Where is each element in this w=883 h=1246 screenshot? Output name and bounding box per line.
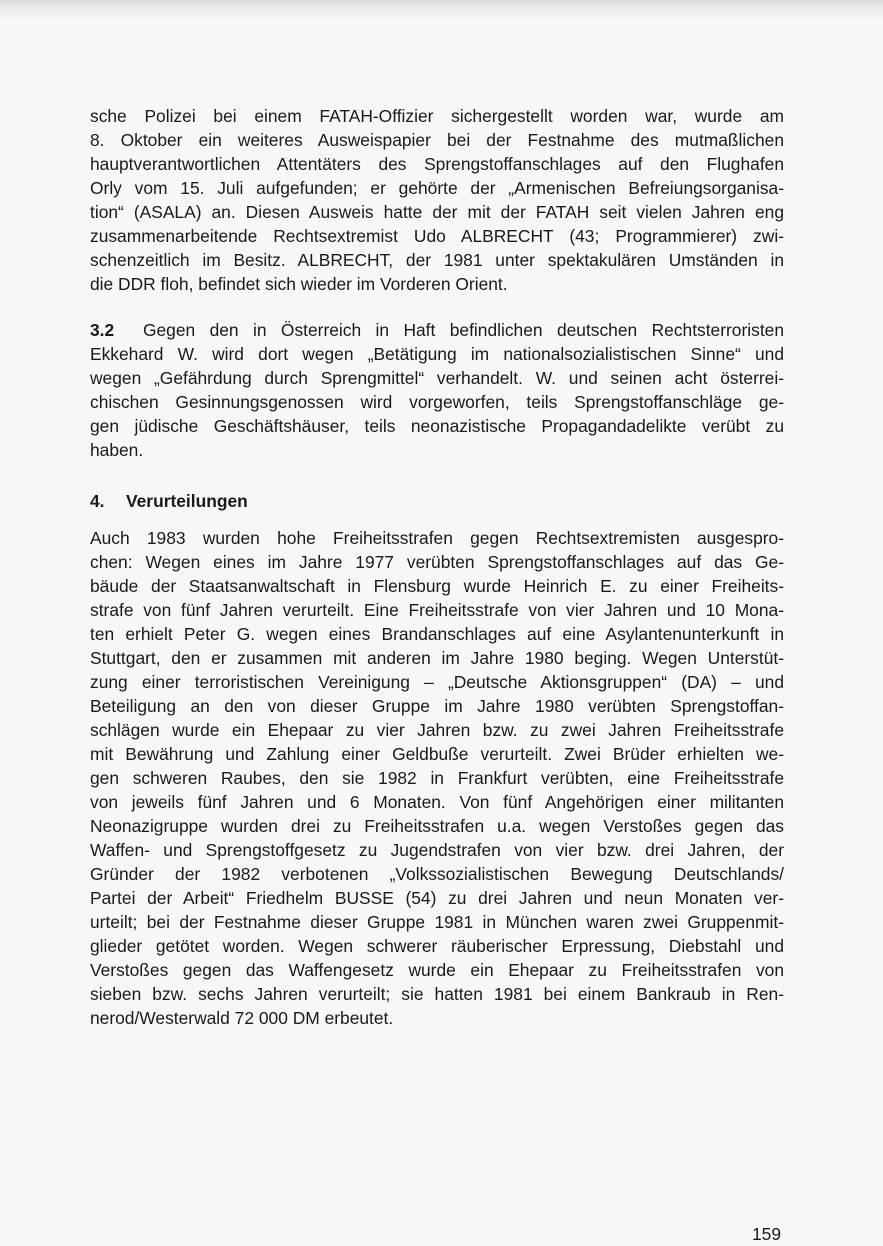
section-number: 4. (90, 491, 105, 511)
text-line: schlägen wurde ein Ehepaar zu vier Jahren bzw. zu zwei Jahren Freiheitsstrafe (90, 720, 784, 740)
page-number: 159 (752, 1224, 782, 1244)
text-line: bäude der Staatsanwaltschaft in Flensburg wurde Heinrich E. zu einer Freiheits- (90, 576, 784, 596)
section-4-heading (90, 489, 248, 513)
text-line: chen: Wegen eines im Jahre 1977 verübten Sprengstoffanschlages auf das Ge- (90, 552, 784, 572)
text-line: zung einer terroristischen Vereinigung – „Deutsche Aktionsgruppen“ (DA) – und (90, 672, 784, 692)
text-line: Neonazigruppe wurden drei zu Freiheitsstrafen u.a. wegen Verstoßes gegen das (90, 816, 784, 836)
section-4-paragraph (90, 526, 784, 1030)
text-line: wegen „Gefährdung durch Sprengmittel“ verhandelt. W. und seinen acht österrei- (90, 368, 784, 388)
text-line: Stuttgart, den er zusammen mit anderen im Jahre 1980 beging. Wegen Unterstüt- (90, 648, 784, 668)
section-title: Verurteilungen (126, 491, 248, 511)
text-line: chischen Gesinnungsgenossen wird vorgeworfen, teils Sprengstoffanschläge ge- (90, 392, 784, 412)
text-line: gen schweren Raubes, den sie 1982 in Frankfurt verübten, eine Freiheitsstrafe (90, 768, 784, 788)
text-line: sche Polizei bei einem FATAH-Offizier sichergestellt worden war, wurde am (90, 106, 784, 126)
text-line: ten erhielt Peter G. wegen eines Brandanschlages auf eine Asylantenunterkunft in (90, 624, 784, 644)
text-line: Waffen- und Sprengstoffgesetz zu Jugendstrafen von vier bzw. drei Jahren, der (90, 840, 784, 860)
text-line: Orly vom 15. Juli aufgefunden; er gehörte der „Armenischen Befreiungsorganisa- (90, 178, 784, 198)
text-line: Gründer der 1982 verbotenen „Volkssozialistischen Bewegung Deutschlands/ (90, 864, 784, 884)
text-line: 3.2 Gegen den in Österreich in Haft befindlichen deutschen Rechtsterroristen (90, 320, 785, 340)
text-line: Verstoßes gegen das Waffengesetz wurde ein Ehepaar zu Freiheitsstrafen von (90, 960, 784, 980)
text-line: Beteiligung an den von dieser Gruppe im Jahre 1980 verübten Sprengstoffan- (90, 696, 784, 716)
text-line: haben. (90, 440, 144, 460)
text-line: urteilt; bei der Festnahme dieser Gruppe 1981 in München waren zwei Gruppenmit- (90, 912, 784, 932)
text-line: Ekkehard W. wird dort wegen „Betätigung im nationalsozialistischen Sinne“ und (90, 344, 784, 364)
scan-edge-shadow (0, 0, 883, 22)
text-line: hauptverantwortlichen Attentäters des Sprengstoffanschlages auf den Flughafen (90, 154, 784, 174)
text-line: die DDR floh, befindet sich wieder im Vorderen Orient. (90, 274, 508, 294)
text-line: 8. Oktober ein weiteres Ausweispapier bei der Festnahme des mutmaßlichen (90, 130, 784, 150)
section-3-2-paragraph (90, 318, 784, 462)
text-line: schenzeitlich im Besitz. ALBRECHT, der 1981 unter spektakulären Umständen in (90, 250, 784, 270)
paragraph-intro (90, 104, 784, 296)
text-line: zusammenarbeitende Rechtsextremist Udo ALBRECHT (43; Programmierer) zwi- (90, 226, 784, 246)
text-line: glieder getötet worden. Wegen schwerer räuberischer Erpressung, Diebstahl und (90, 936, 784, 956)
section-number: 3.2 (90, 320, 115, 340)
text-line: von jeweils fünf Jahren und 6 Monaten. Von fünf Angehörigen einer militanten (90, 792, 784, 812)
text-line: Auch 1983 wurden hohe Freiheitsstrafen gegen Rechtsextremisten ausgespro- (90, 528, 784, 548)
text-line: tion“ (ASALA) an. Diesen Ausweis hatte der mit der FATAH seit vielen Jahren eng (90, 202, 784, 222)
text-line: nerod/Westerwald 72 000 DM erbeutet. (90, 1008, 394, 1028)
text-line: mit Bewährung und Zahlung einer Geldbuße verurteilt. Zwei Brüder erhielten we- (90, 744, 784, 764)
text-line: gen jüdische Geschäftshäuser, teils neonazistische Propagandadelikte verübt zu (90, 416, 784, 436)
text-line: Partei der Arbeit“ Friedhelm BUSSE (54) zu drei Jahren und neun Monaten ver- (90, 888, 784, 908)
text-line: sieben bzw. sechs Jahren verurteilt; sie hatten 1981 bei einem Bankraub in Ren- (90, 984, 784, 1004)
text-line: strafe von fünf Jahren verurteilt. Eine Freiheitsstrafe von vier Jahren und 10 Mona- (90, 600, 784, 620)
